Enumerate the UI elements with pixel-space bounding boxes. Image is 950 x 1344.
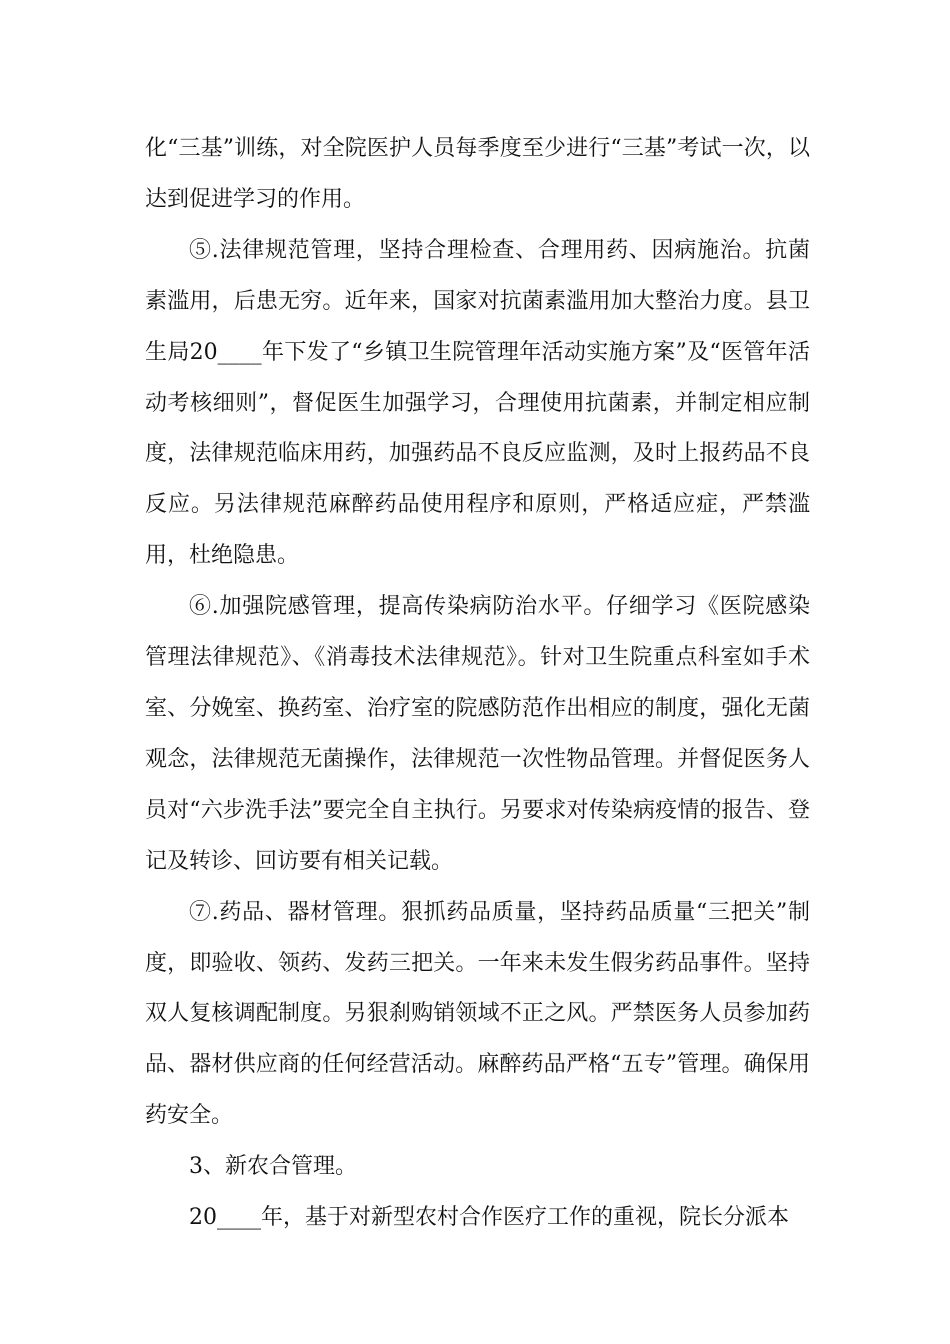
paragraph-new-rural-cooperative: 20____年，基于对新型农村合作医疗工作的重视，院长分派本 bbox=[189, 1205, 789, 1231]
paragraph-infection-control: ⑥.加强院感管理，提高传染病防治水平。仔细学习《医院感染管理法律规范》、《消毒技术法律规范》。针对卫生院重点科室如手术室、分娩室、换药室、治疗室的院感防范作出相应的制度，强化无菌观念，法律规范无菌操作，法律规范一次性物品管理。并督促医务人员对“六步洗手法”要完全自主执行。另要求对传染病疫情的报告、登记及转诊、回访要有相关记载。 bbox=[145, 594, 810, 874]
document-body bbox=[145, 124, 810, 1244]
paragraph-drug-management: ⑦.药品、器材管理。狠抓药品质量，坚持药品质量“三把关”制度，即验收、领药、发药三把关。一年来未发生假劣药品事件。坚持双人复核调配制度。另狠刹购销领域不正之风。严禁医务人员参加药品、器材供应商的任何经营活动。麻醉药品严格“五专”管理。确保用药安全。 bbox=[145, 899, 810, 1129]
paragraph-legal-standards: ⑤.法律规范管理，坚持合理检查、合理用药、因病施治。抗菌素滥用，后患无穷。近年来，国家对抗菌素滥用加大整治力度。县卫生局20____年下发了“乡镇卫生院管理年活动实施方案”及“医管年活动考核细则”，督促医生加强学习，合理使用抗菌素，并制定相应制度，法律规范临床用药，加强药品不良反应监测，及时上报药品不良反应。另法律规范麻醉药品使用程序和原则，严格适应症，严禁滥用，杜绝隐患。 bbox=[145, 237, 810, 569]
section-heading-new-rural-cooperative: 3、新农合管理。 bbox=[189, 1154, 357, 1180]
paragraph-continuation: 化“三基”训练，对全院医护人员每季度至少进行“三基”考试一次，以达到促进学习的作用。 bbox=[145, 136, 810, 212]
